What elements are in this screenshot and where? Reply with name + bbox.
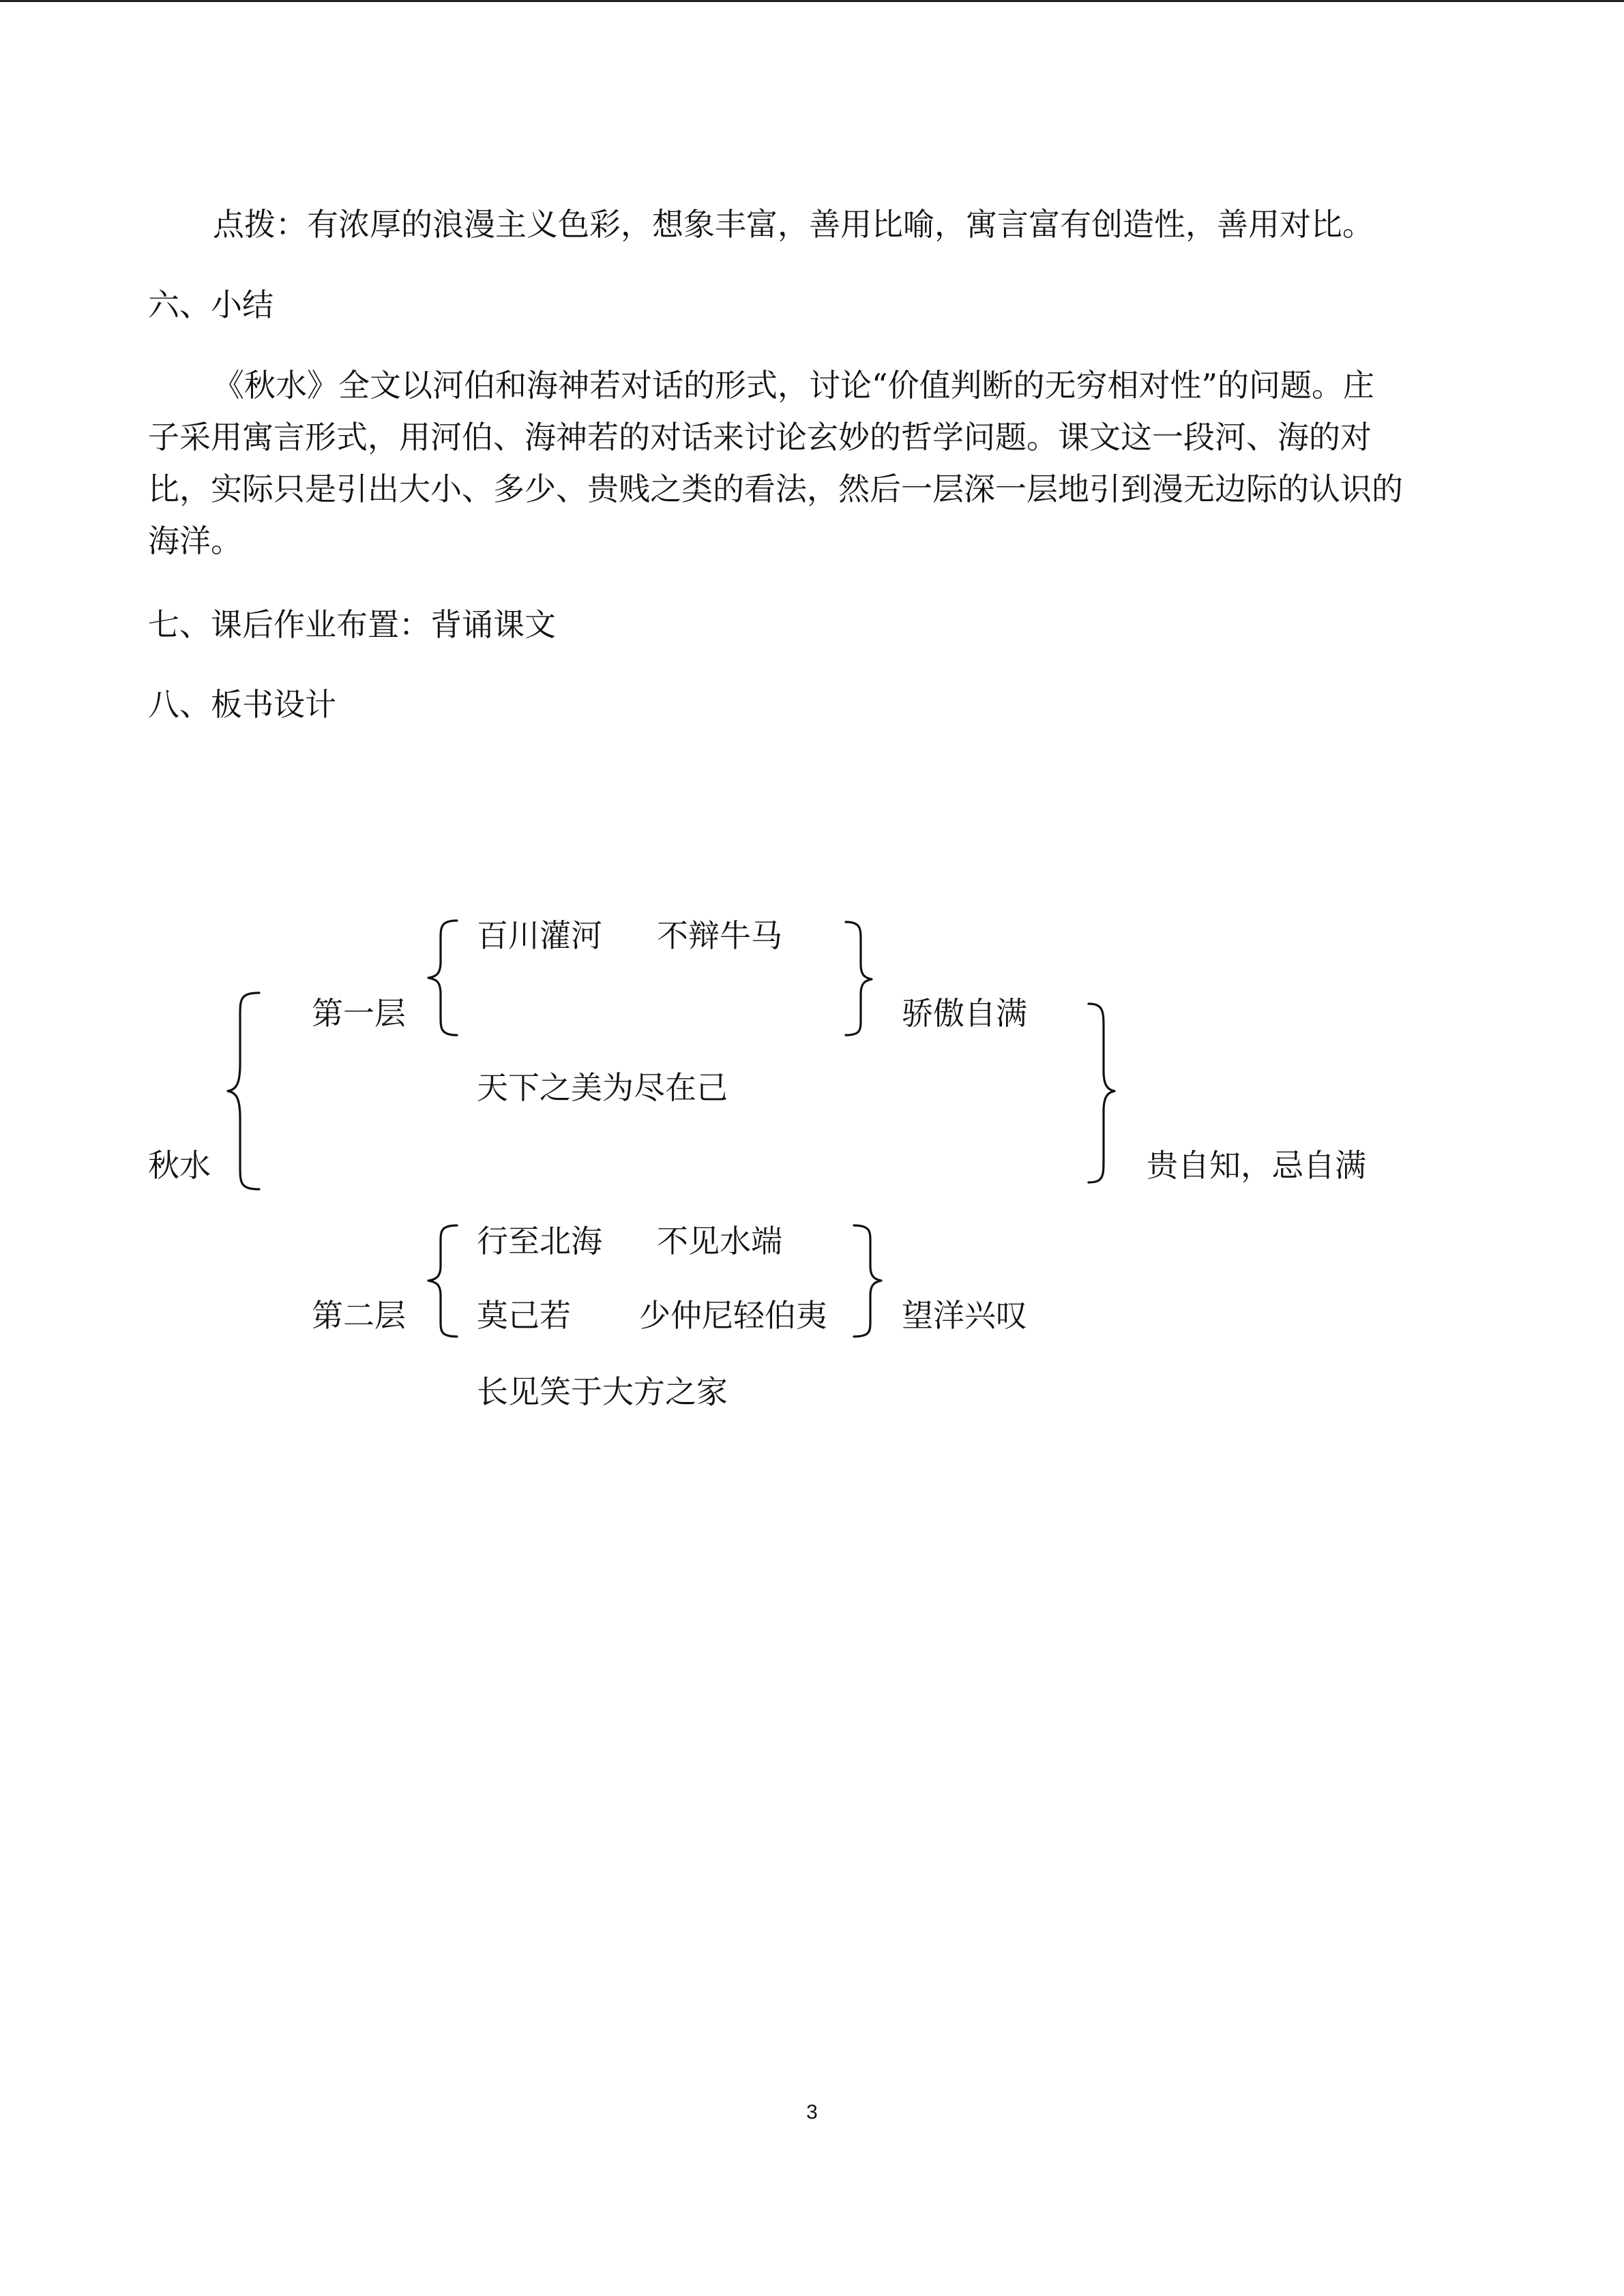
layer2-label: 第二层 — [312, 1297, 406, 1334]
layer2-right-brace — [854, 1225, 881, 1337]
page-number: 3 — [806, 2101, 818, 2123]
hint-paragraph: 点拨：有浓厚的浪漫主义色彩，想象丰富，善用比喻，寓言富有创造性，善用对比。 — [213, 206, 1374, 243]
layer1-right-brace — [846, 922, 872, 1035]
layer1-item: 天下之美为尽在己 — [477, 1069, 728, 1106]
layer2-left-brace — [428, 1225, 457, 1337]
layer2-item: 不见水端 — [657, 1223, 782, 1259]
layer2-item: 莫己若 — [477, 1297, 571, 1334]
board-heading: 八、板书设计 — [148, 686, 336, 723]
summary-line-4: 海洋。 — [148, 522, 242, 559]
summary-heading: 六、小结 — [148, 286, 274, 323]
layer2-item: 少仲尼轻伯夷 — [639, 1297, 827, 1334]
root-left-brace — [228, 993, 259, 1189]
layer1-left-brace — [428, 921, 457, 1035]
layer2-item: 长见笑于大方之家 — [477, 1373, 728, 1410]
summary-line-3: 比，实际只是引出大小、多少、贵贱之类的看法，然后一层深一层地引到漫无边际的认识的 — [148, 471, 1403, 507]
layer1-item: 不辩牛马 — [657, 917, 782, 954]
board-conclusion: 贵自知，忌自满 — [1147, 1147, 1366, 1184]
layer1-label: 第一层 — [312, 995, 406, 1032]
layer2-result: 望洋兴叹 — [902, 1297, 1027, 1334]
conclusion-right-brace — [1089, 1004, 1114, 1182]
board-root: 秋水 — [148, 1147, 211, 1184]
layer1-item: 百川灌河 — [477, 917, 602, 954]
summary-line-2: 子采用寓言形式，用河伯、海神若的对话来讨论玄妙的哲学问题。课文这一段河、海的对 — [148, 419, 1372, 456]
layer1-result: 骄傲自满 — [902, 995, 1027, 1032]
summary-line-1: 《秋水》全文以河伯和海神若对话的形式，讨论“价值判断的无穷相对性”的问题。庄 — [213, 367, 1375, 404]
layer2-item: 行至北海 — [477, 1223, 602, 1259]
homework-line: 七、课后作业布置：背诵课文 — [148, 606, 556, 643]
